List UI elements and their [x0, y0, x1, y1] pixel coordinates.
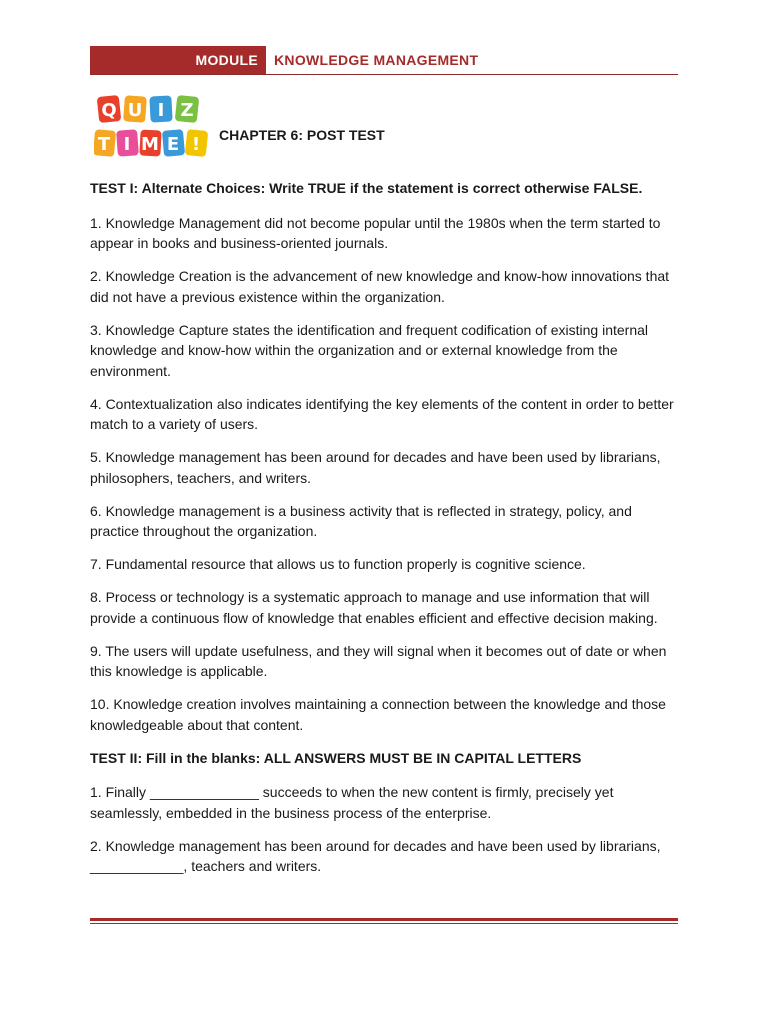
test1-heading: TEST I: Alternate Choices: Write TRUE if the statement is correct otherwise FALSE. [90, 180, 643, 196]
test2-heading: TEST II: Fill in the blanks: ALL ANSWERS MUST BE IN CAPITAL LETTERS [90, 749, 582, 766]
test2-item: 1. Finally ______________ succeeds to when the new content is firmly, precisely yet seamlessly, embedded in the business process of the enterprise. [90, 784, 614, 821]
logo-letter: ! [191, 134, 201, 155]
test1-item: 2. Knowledge Creation is the advancement of new knowledge and know-how innovations that did not have a previous existence within the organization. [90, 268, 670, 305]
test1-item: 3. Knowledge Capture states the identification and frequent codification of existing internal knowledge and know-how within the organization and or external knowledge from the environment. [90, 321, 649, 379]
module-header [90, 46, 678, 75]
quiz-time-logo [94, 94, 210, 164]
module-title: KNOWLEDGE MANAGEMENT [274, 52, 479, 68]
footer-divider [90, 918, 678, 924]
test1-item: 10. Knowledge creation involves maintaining a connection between the knowledge and those knowledgeable about that content. [90, 696, 666, 733]
test1-item: 8. Process or technology is a systematic approach to manage and use information that will provide a continuous flow of knowledge that enables efficient and effective decision making. [90, 589, 658, 626]
logo-letter: Z [180, 100, 194, 121]
logo-letter: I [157, 100, 165, 121]
chapter-title: CHAPTER 6: POST TEST [219, 127, 385, 143]
module-label: MODULE [90, 46, 266, 74]
logo-letter: T [97, 134, 111, 155]
logo-letter: Q [101, 100, 117, 121]
test1-item: 7. Fundamental resource that allows us to function properly is cognitive science. [90, 556, 586, 572]
logo-letter: U [127, 100, 143, 121]
test1-item: 5. Knowledge management has been around for decades and have been used by librarians, philosophers, teachers, and writers. [90, 449, 661, 486]
logo-letter: I [123, 134, 131, 155]
time-row [94, 129, 208, 157]
logo-letter: E [166, 134, 180, 155]
test1-item: 1. Knowledge Management did not become popular until the 1980s when the term started to appear in books and business-oriented journals. [90, 214, 661, 251]
test1-item: 6. Knowledge management is a business activity that is reflected in strategy, policy, and practice throughout the organization. [90, 502, 632, 539]
test1-item: 4. Contextualization also indicates identifying the key elements of the content in order to better match to a variety of users. [90, 395, 674, 432]
logo-letter: M [141, 134, 159, 155]
test2-item: 2. Knowledge management has been around for decades and have been used by librarians, ____________, teachers and writers. [90, 837, 661, 874]
quiz-row [97, 95, 200, 123]
test-content [90, 178, 680, 889]
test1-item: 9. The users will update usefulness, and they will signal when it becomes out of date or when this knowledge is applicable. [90, 642, 667, 679]
